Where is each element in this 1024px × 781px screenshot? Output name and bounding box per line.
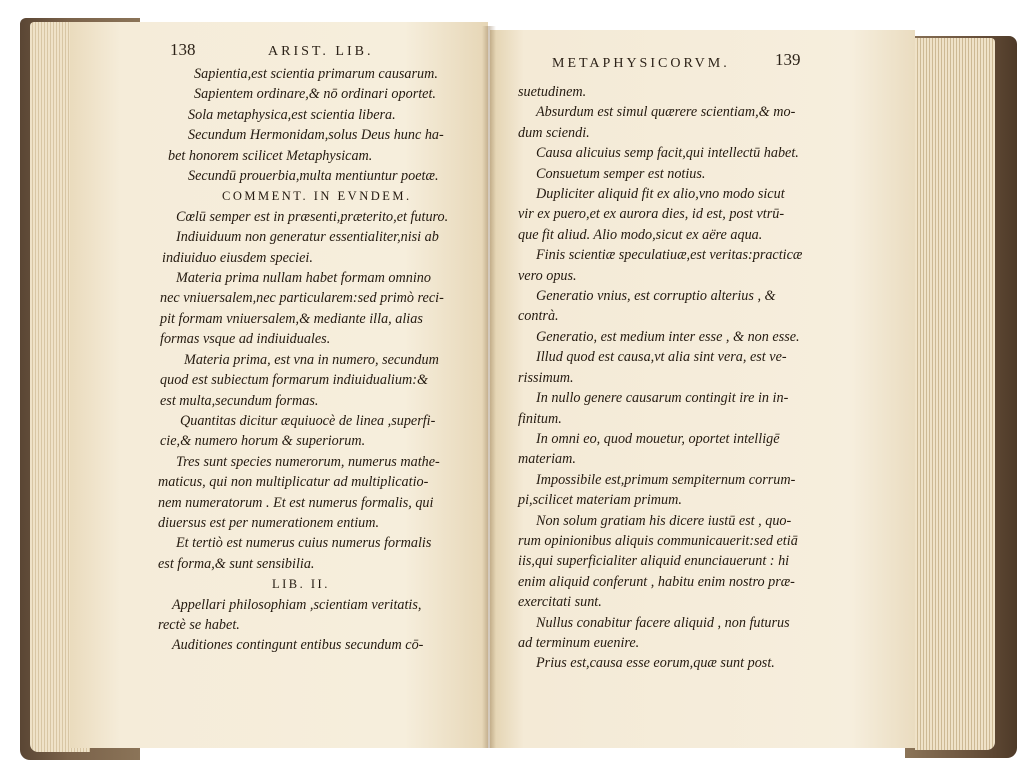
text-line: Non solum gratiam his dicere iustū est , quo- bbox=[536, 512, 792, 529]
text-line: iis,qui superficialiter aliquid enunciauerunt : hi bbox=[518, 553, 790, 570]
text-line: quod est subiectum formarum indiuidualium:& bbox=[160, 372, 428, 389]
left-page-text bbox=[154, 64, 484, 656]
text-line: Secundum Hermonidam,solus Deus hunc ha- bbox=[188, 127, 444, 144]
text-line: Prius est,causa esse eorum,quæ sunt post. bbox=[536, 655, 775, 672]
text-line: Materia prima nullam habet formam omnino bbox=[176, 270, 431, 287]
text-line: rectè se habet. bbox=[158, 616, 240, 633]
text-line: que fit aliud. Alio modo,sicut ex aëre aqua. bbox=[518, 226, 763, 243]
text-line: suetudinem. bbox=[518, 84, 587, 100]
text-line: Generatio vnius, est corruptio alterius , & bbox=[536, 288, 776, 305]
text-line: Impossibile est,primum sempiternum corrum- bbox=[536, 471, 796, 488]
section-heading: COMMENT. IN EVNDEM. bbox=[222, 189, 412, 204]
text-line: exercitati sunt. bbox=[518, 594, 602, 611]
text-line: Illud quod est causa,vt alia sint vera, est ve- bbox=[536, 349, 787, 366]
text-line: Sola metaphysica,est scientia libera. bbox=[188, 106, 396, 123]
text-line: maticus, qui non multiplicatur ad multiplicatio- bbox=[158, 474, 429, 491]
text-line: Dupliciter aliquid fit ex alio,vno modo sicut bbox=[536, 186, 785, 203]
text-line: Generatio, est medium inter esse , & non esse. bbox=[536, 328, 800, 345]
text-line: In omni eo, quod mouetur, oportet intelligē bbox=[536, 430, 780, 447]
text-line: est multa,secundum formas. bbox=[160, 392, 319, 409]
text-line: Nullus conabitur facere aliquid , non futurus bbox=[536, 614, 790, 631]
text-line: Auditiones contingunt entibus secundum cō- bbox=[172, 637, 424, 654]
text-line: nem numeratorum . Et est numerus formalis, qui bbox=[158, 494, 434, 511]
page-edges-right bbox=[915, 38, 995, 750]
text-line: formas vsque ad indiuiduales. bbox=[160, 331, 331, 348]
text-line: Consuetum semper est notius. bbox=[536, 165, 706, 182]
text-line: Absurdum est simul quærere scientiam,& mo- bbox=[536, 104, 796, 121]
text-line: Materia prima, est vna in numero, secundum bbox=[184, 351, 439, 368]
text-line: In nullo genere causarum contingit ire in in- bbox=[536, 390, 789, 407]
text-line: materiam. bbox=[518, 451, 576, 468]
text-line: rissimum. bbox=[518, 369, 574, 386]
text-line: Appellari philosophiam ,scientiam veritatis, bbox=[172, 596, 422, 613]
text-line: nec vniuersalem,nec particularem:sed primò reci- bbox=[160, 290, 444, 307]
text-line: ad terminum euenire. bbox=[518, 634, 640, 651]
text-line: Indiuiduum non generatur essentialiter,nisi ab bbox=[176, 229, 439, 246]
text-line: pit formam vniuersalem,& mediante illa, alias bbox=[160, 310, 423, 327]
text-line: diuersus est per numerationem entium. bbox=[158, 514, 380, 531]
text-line: Tres sunt species numerorum, numerus mathe- bbox=[176, 453, 440, 470]
page-number-left: 138 bbox=[170, 40, 196, 59]
running-head-left: ARIST. LIB. bbox=[268, 44, 374, 59]
right-page bbox=[490, 30, 915, 748]
text-line: bet honorem scilicet Metaphysicam. bbox=[168, 147, 373, 164]
text-line: finitum. bbox=[518, 410, 562, 427]
text-line: rum opinionibus aliquis communicauerit:sed etiā bbox=[518, 532, 798, 549]
left-page bbox=[70, 22, 488, 748]
text-line: Causa alicuius semp facit,qui intellectū habet. bbox=[536, 145, 799, 162]
text-line: Cœlū semper est in præsenti,præterito,et futuro. bbox=[176, 208, 449, 225]
text-line: cie,& numero horum & superiorum. bbox=[160, 433, 366, 450]
text-line: est forma,& sunt sensibilia. bbox=[158, 555, 315, 572]
text-line: Sapientem ordinare,& nō ordinari oportet. bbox=[194, 86, 436, 103]
section-heading: LIB. II. bbox=[272, 577, 330, 592]
page-number-right: 139 bbox=[775, 50, 801, 69]
text-line: contrà. bbox=[518, 308, 559, 325]
text-line: indiuiduo eiusdem speciei. bbox=[162, 249, 313, 266]
text-line: vero opus. bbox=[518, 267, 577, 284]
book-gutter bbox=[482, 26, 496, 748]
running-head-right: METAPHYSICORVM. bbox=[552, 56, 730, 71]
text-line: enim aliquid conferunt , habitu enim nostro præ- bbox=[518, 573, 795, 590]
text-line: dum sciendi. bbox=[518, 124, 590, 141]
text-line: Finis scientiæ speculatiuæ,est veritas:practicæ bbox=[536, 247, 803, 264]
text-line: vir ex puero,et ex aurora dies, id est, post vtrū- bbox=[518, 206, 785, 223]
text-line: pi,scilicet materiam primum. bbox=[518, 492, 682, 509]
text-line: Sapientia,est scientia primarum causarum. bbox=[194, 66, 438, 82]
text-line: Et tertiò est numerus cuius numerus formalis bbox=[176, 535, 432, 552]
text-line: Secundū prouerbia,multa mentiuntur poetæ. bbox=[188, 168, 439, 185]
text-line: Quantitas dicitur æquiuocè de linea ,superfi- bbox=[180, 412, 436, 429]
right-page-text bbox=[514, 82, 894, 674]
